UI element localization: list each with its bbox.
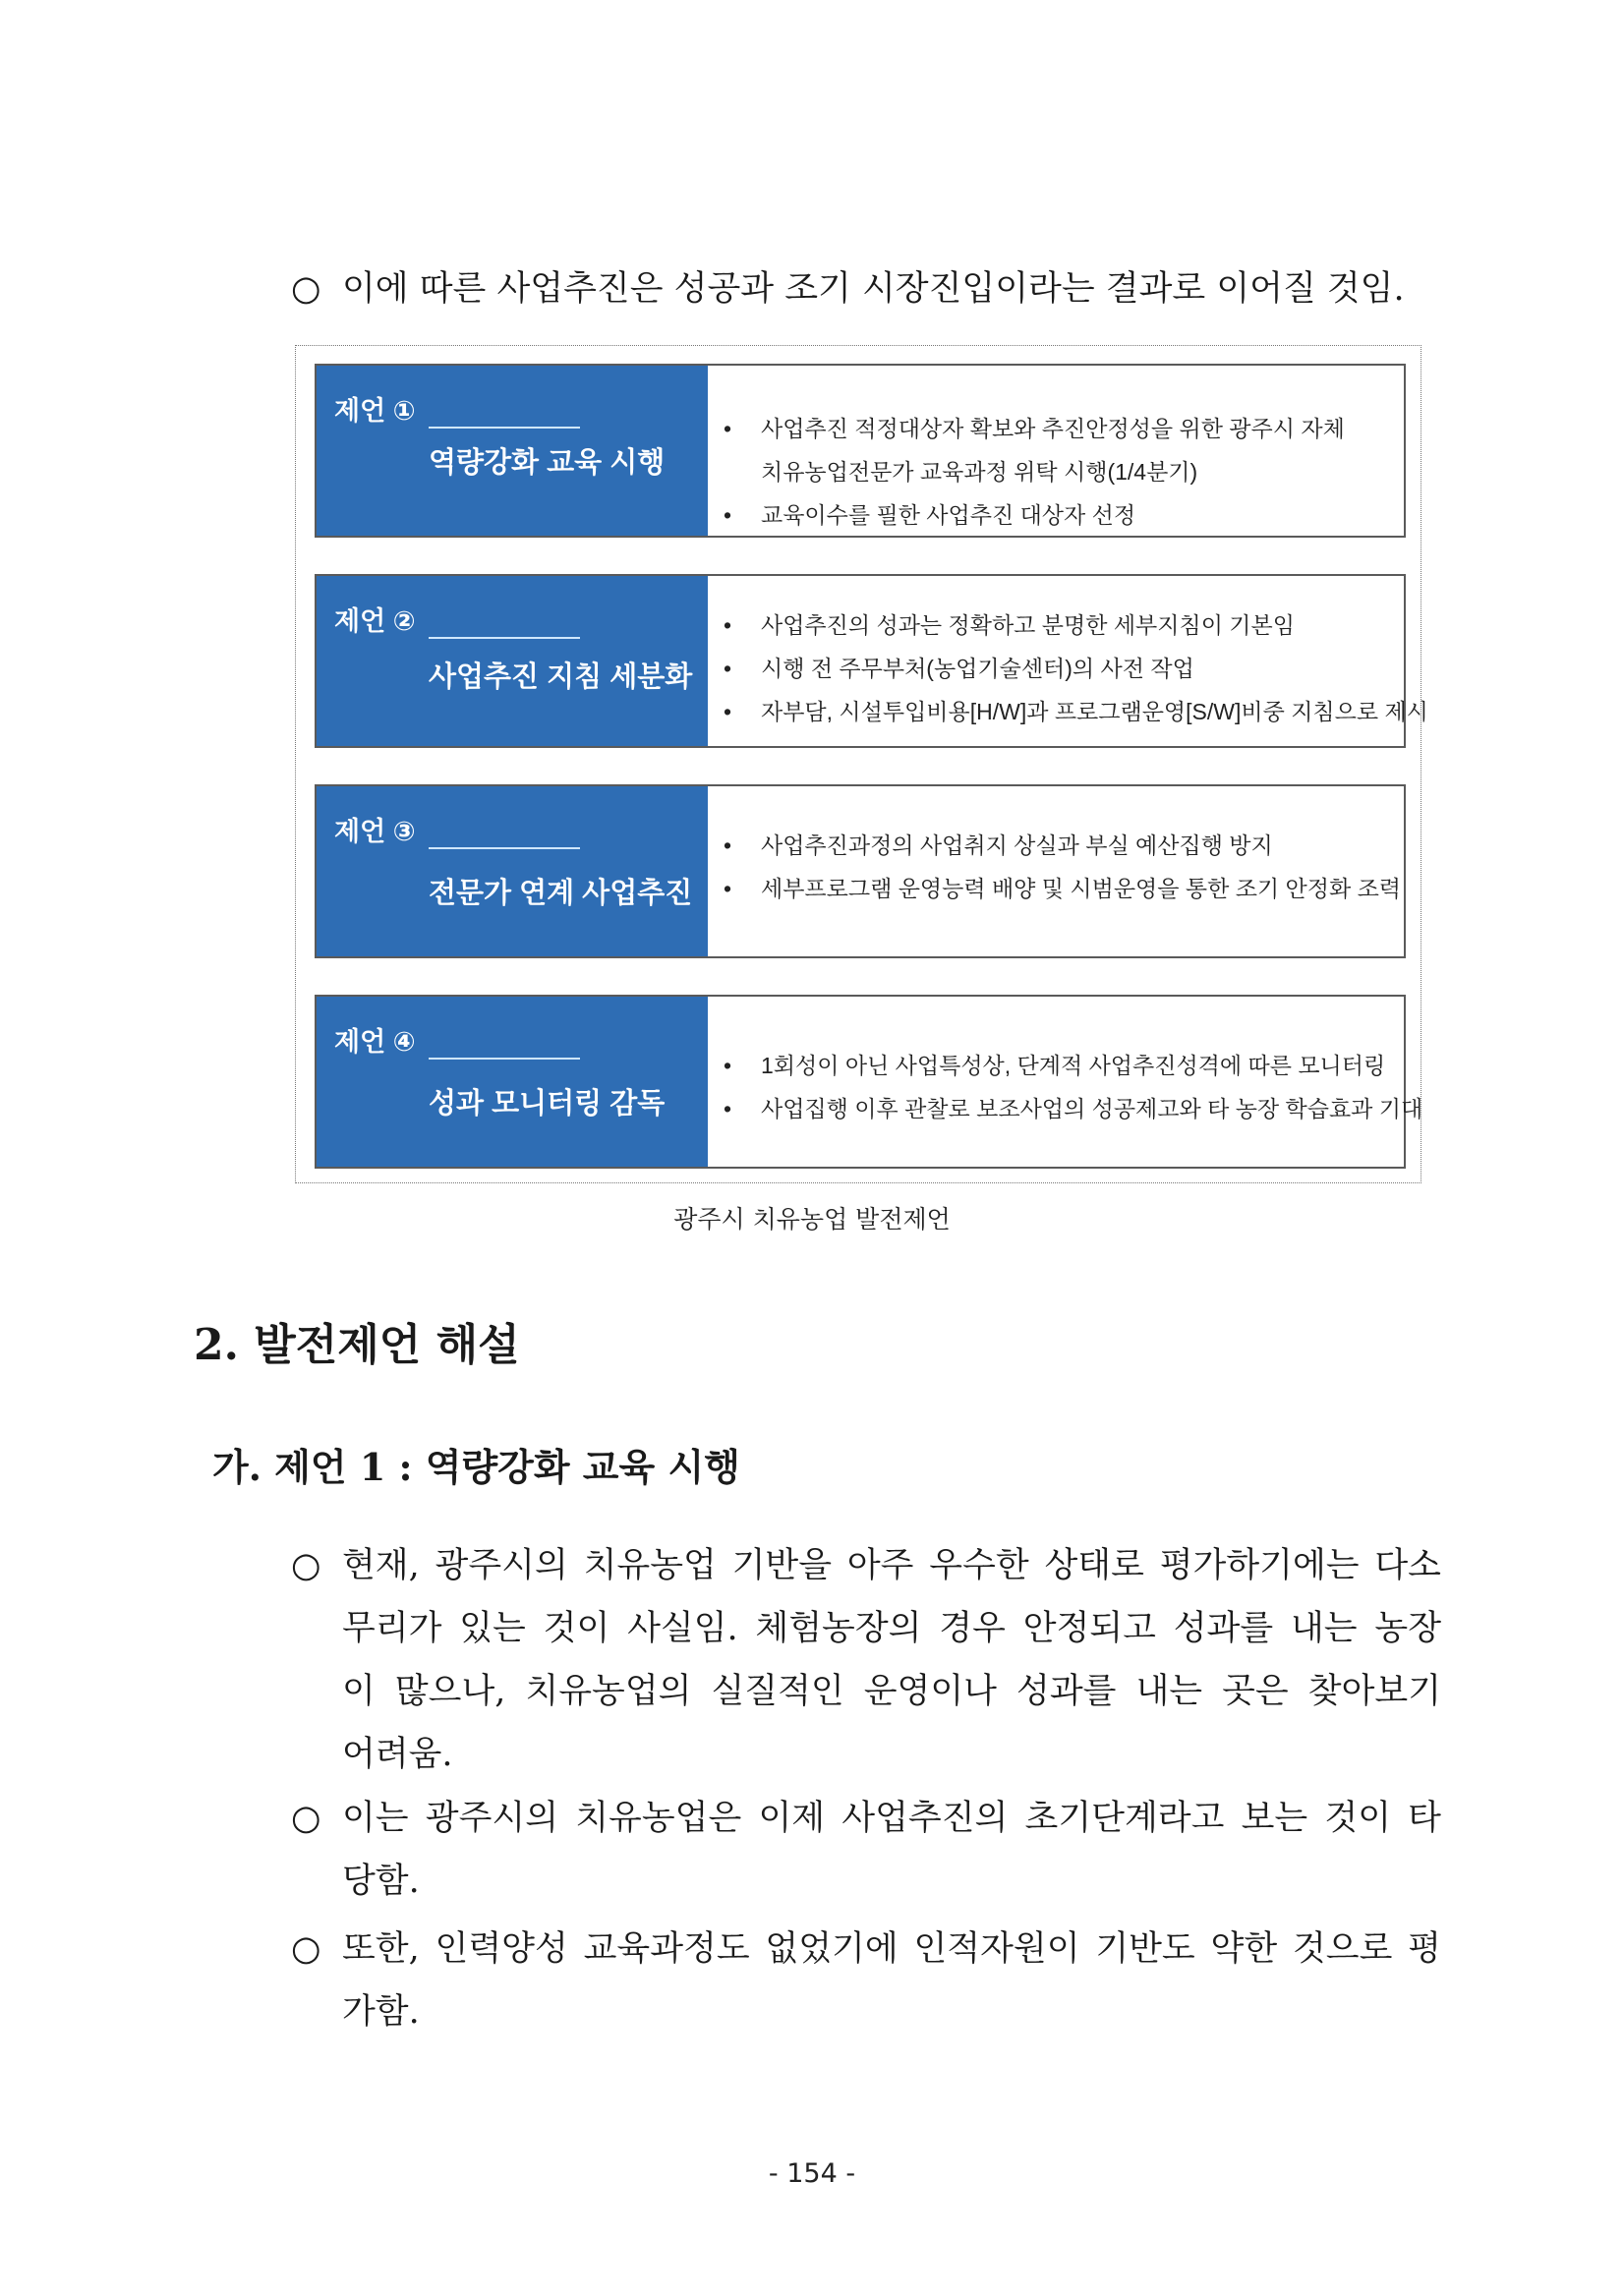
recommendation-figure (295, 345, 1428, 1183)
card-title: 역량강화 교육 시행 (429, 447, 666, 479)
bullet-dot-icon: • (724, 699, 732, 724)
card-item (724, 1048, 1385, 1080)
card-item-text: 시행 전 주무부처(농업기술센터)의 사전 작업 (761, 656, 1194, 681)
card-title: 성과 모니터링 감독 (429, 1088, 666, 1119)
circle-bullet-icon: ○ (291, 1546, 321, 1585)
recommendation-card-3 (315, 784, 1406, 958)
figure-caption: 광주시 치유농업 발전제언 (673, 1205, 951, 1234)
card-title: 사업추진 지침 세분화 (429, 661, 693, 693)
paragraph-line: 이는 광주시의 치유농업은 이제 사업추진의 초기단계라고 보는 것이 타 (342, 1799, 1441, 1838)
card-header (317, 576, 708, 746)
card-item (724, 1091, 1422, 1123)
card-item (724, 411, 1345, 443)
card-divider (429, 427, 580, 429)
recommendation-card-4 (315, 995, 1423, 1169)
paragraph-3 (291, 1918, 1441, 2043)
card-item-text: 치유농업전문가 교육과정 위탁 시행(1/4분기) (761, 459, 1198, 485)
card-body (708, 786, 1404, 956)
subsection-title: 가. 제언 1 : 역량강화 교육 시행 (212, 1445, 740, 1489)
card-body (708, 366, 1404, 536)
card-divider (429, 637, 580, 639)
circle-bullet-icon: ○ (291, 269, 321, 309)
paragraph-line: 무리가 있는 것이 사실임. 체험농장의 경우 안정되고 성과를 내는 농장 (342, 1609, 1441, 1648)
bullet-dot-icon: • (724, 612, 732, 638)
card-item-text: 자부담, 시설투입비용[H/W]과 프로그램운영[S/W]비중 지침으로 제시 (761, 699, 1428, 724)
recommendation-card-1 (315, 364, 1406, 538)
card-item-text: 1회성이 아닌 사업특성상, 단계적 사업추진성격에 따른 모니터링 (761, 1053, 1386, 1078)
card-body (708, 576, 1428, 746)
card-item (724, 828, 1273, 860)
circle-bullet-icon: ○ (291, 1929, 321, 1969)
card-title: 전문가 연계 사업추진 (429, 878, 693, 909)
paragraph-line: 또한, 인력양성 교육과정도 없었기에 인적자원이 기반도 약한 것으로 평 (342, 1929, 1441, 1969)
paragraph-line: 어려움. (342, 1735, 453, 1774)
card-item-text: 교육이수를 필한 사업추진 대상자 선정 (761, 502, 1136, 528)
card-number: 제언 ② (334, 606, 416, 636)
paragraph-1 (291, 1534, 1441, 1786)
card-item (724, 871, 1401, 903)
bullet-dot-icon: • (724, 656, 732, 681)
bullet-dot-icon: • (724, 876, 732, 901)
intro-text: 이에 따른 사업추진은 성공과 조기 시장진입이라는 결과로 이어질 것임. (342, 269, 1405, 309)
card-item-text: 사업추진 적정대상자 확보와 추진안정성을 위한 광주시 자체 (761, 416, 1345, 441)
card-item-continuation (724, 454, 1197, 487)
paragraph-line: 당함. (342, 1862, 420, 1901)
card-item (724, 651, 1194, 683)
card-body (708, 997, 1423, 1167)
intro-bullet (291, 258, 1441, 320)
card-item (724, 694, 1428, 726)
section-title: 2. 발전제언 해설 (194, 1320, 520, 1370)
card-header (317, 786, 708, 956)
card-divider (429, 1058, 580, 1060)
card-header (317, 997, 708, 1167)
page-number: - 154 - (768, 2158, 856, 2189)
bullet-dot-icon: • (724, 502, 732, 528)
bullet-dot-icon: • (724, 416, 732, 441)
card-divider (429, 847, 580, 849)
card-item-text: 사업추진과정의 사업취지 상실과 부실 예산집행 방지 (761, 832, 1273, 858)
bullet-dot-icon: • (724, 1053, 732, 1078)
card-number: 제언 ① (334, 396, 416, 426)
card-item (724, 607, 1295, 640)
card-item-text: 사업추진의 성과는 정확하고 분명한 세부지침이 기본임 (761, 612, 1295, 638)
card-item (724, 497, 1135, 530)
paragraph-2 (291, 1787, 1441, 1913)
card-item-text: 세부프로그램 운영능력 배양 및 시범운영을 통한 조기 안정화 조력 (761, 876, 1402, 901)
bullet-dot-icon: • (724, 832, 732, 858)
card-item-text: 사업집행 이후 관찰로 보조사업의 성공제고와 타 농장 학습효과 기대 (761, 1096, 1423, 1121)
bullet-dot-icon: • (724, 1096, 732, 1121)
paragraph-line: 가함. (342, 1992, 420, 2032)
circle-bullet-icon: ○ (291, 1799, 321, 1838)
paragraph-line: 이 많으나, 치유농업의 실질적인 운영이나 성과를 내는 곳은 찾아보기 (342, 1672, 1441, 1711)
card-number: 제언 ④ (334, 1027, 416, 1057)
card-header (317, 366, 708, 536)
recommendation-card-2 (315, 574, 1428, 748)
paragraph-line: 현재, 광주시의 치유농업 기반을 아주 우수한 상태로 평가하기에는 다소 (342, 1546, 1441, 1585)
card-number: 제언 ③ (334, 817, 416, 846)
